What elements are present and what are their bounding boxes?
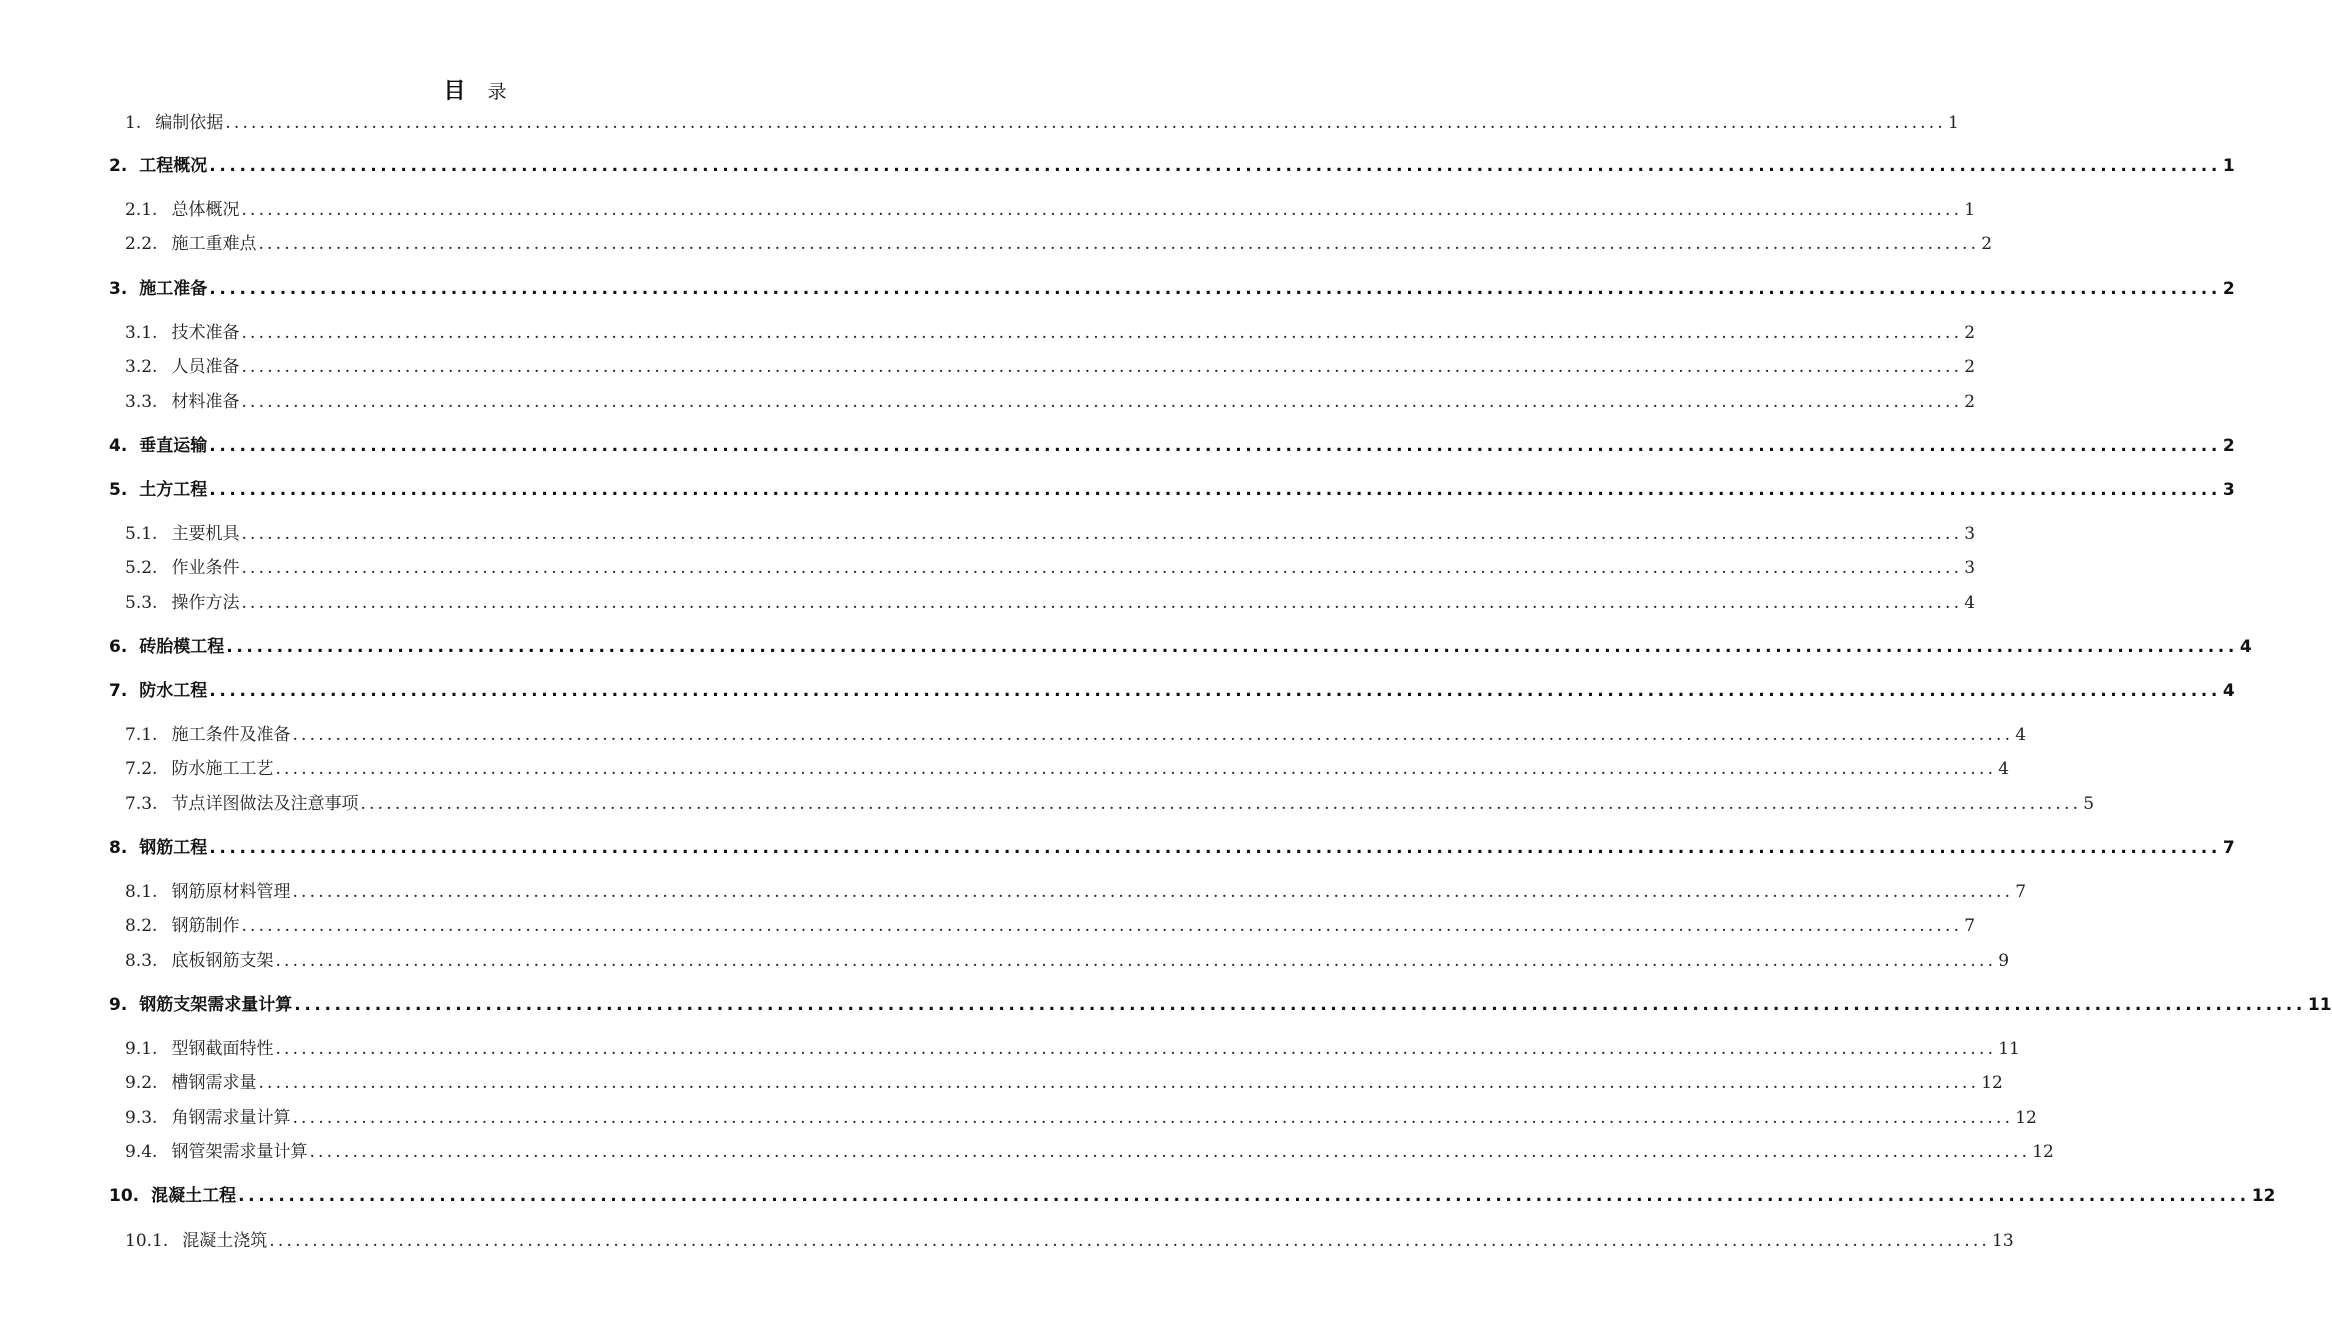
toc-entry[interactable] — [109, 679, 2235, 703]
toc-leader-dots: ........................................................................................................................................................................................................ — [226, 637, 2238, 657]
toc-entry[interactable] — [109, 836, 2235, 860]
toc-leader-dots: ........................................................................................................................................................................................................ — [209, 436, 2221, 456]
toc-entry[interactable] — [125, 723, 2027, 747]
toc-entry-title: 作业条件 — [171, 558, 240, 578]
toc-entry-page: 4 — [2222, 681, 2235, 701]
toc-entry-number: 8. — [109, 838, 128, 858]
toc-entry-title: 型钢截面特性 — [171, 1039, 274, 1059]
toc-entry[interactable] — [125, 522, 1976, 546]
toc-entry-page: 2 — [2222, 436, 2235, 456]
toc-entry-page: 7 — [1964, 916, 1976, 936]
toc-entry-page: 1 — [1964, 200, 1976, 220]
toc-leader-dots: ........................................................................................................................................................................................................ — [241, 323, 1963, 343]
toc-entry[interactable] — [109, 993, 2332, 1017]
toc-entry-page: 13 — [1992, 1231, 2014, 1251]
toc-entry-number: 8.1. — [125, 882, 158, 902]
toc-entry-page: 1 — [1948, 113, 1959, 133]
toc-entry[interactable] — [125, 355, 1976, 379]
toc-entry-page: 4 — [2239, 637, 2252, 657]
toc-entry[interactable] — [125, 1140, 2054, 1164]
toc-leader-dots: ........................................................................................................................................................................................................ — [275, 759, 1997, 779]
toc-entry-page: 11 — [1998, 1039, 2020, 1059]
toc-entry[interactable] — [125, 390, 1976, 414]
toc-title — [0, 74, 950, 105]
toc-entry-page: 12 — [2015, 1108, 2037, 1128]
toc-entry-page: 2 — [1964, 357, 1976, 377]
toc-entry[interactable] — [125, 757, 2010, 781]
toc-title-part1: 目 — [443, 78, 466, 104]
toc-entry-title: 钢筋工程 — [139, 838, 208, 858]
toc-entry-number: 9.4. — [125, 1142, 158, 1162]
toc-entry[interactable] — [109, 1184, 2276, 1208]
toc-entry[interactable] — [125, 1106, 2037, 1130]
toc-entry-number: 5.2. — [125, 558, 158, 578]
toc-entry[interactable] — [125, 949, 2010, 973]
toc-leader-dots: ........................................................................................................................................................................................................ — [225, 113, 1946, 133]
toc-entry-number: 3.3. — [125, 392, 158, 412]
toc-entry-number: 3.1. — [125, 323, 158, 343]
toc-entry-number: 5. — [109, 480, 128, 500]
toc-entry-number: 2. — [109, 156, 128, 176]
toc-entry-page: 2 — [1981, 234, 1993, 254]
toc-entry-page: 3 — [2222, 480, 2235, 500]
toc-entry-number: 7. — [109, 681, 128, 701]
toc-entry-page: 5 — [2083, 794, 2095, 814]
toc-entry-number: 9.2. — [125, 1073, 158, 1093]
toc-entry-title: 钢管架需求量计算 — [171, 1142, 308, 1162]
toc-entry-title: 主要机具 — [171, 524, 240, 544]
toc-entry-title: 混凝土工程 — [151, 1186, 237, 1206]
toc-entry-page: 11 — [2307, 995, 2332, 1015]
toc-entry-number: 9.1. — [125, 1039, 158, 1059]
toc-leader-dots: ........................................................................................................................................................................................................ — [209, 156, 2221, 176]
toc-entry[interactable] — [125, 880, 2027, 904]
toc-leader-dots: ........................................................................................................................................................................................................ — [275, 951, 1997, 971]
toc-entry-page: 7 — [2222, 838, 2235, 858]
toc-entry-title: 钢筋原材料管理 — [171, 882, 291, 902]
toc-entry-title: 操作方法 — [171, 593, 240, 613]
toc-leader-dots: ........................................................................................................................................................................................................ — [275, 1039, 1997, 1059]
toc-entry-number: 7.1. — [125, 725, 158, 745]
toc-entry-page: 2 — [1964, 323, 1976, 343]
toc-entry-page: 1 — [2222, 156, 2235, 176]
toc-leader-dots: ........................................................................................................................................................................................................ — [209, 681, 2221, 701]
toc-entry-title: 施工重难点 — [171, 234, 257, 254]
toc-entry-number: 6. — [109, 637, 128, 657]
toc-leader-dots: ........................................................................................................................................................................................................ — [238, 1186, 2250, 1206]
toc-entry-number: 2.2. — [125, 234, 158, 254]
toc-entry-number: 9. — [109, 995, 128, 1015]
toc-entry-title: 材料准备 — [171, 392, 240, 412]
toc-leader-dots: ........................................................................................................................................................................................................ — [294, 995, 2306, 1015]
toc-entry-title: 节点详图做法及注意事项 — [171, 794, 359, 814]
toc-entry-title: 防水施工工艺 — [171, 759, 274, 779]
toc-leader-dots: ........................................................................................................................................................................................................ — [360, 794, 2082, 814]
toc-entry-title: 施工条件及准备 — [171, 725, 291, 745]
toc-entry-title: 底板钢筋支架 — [171, 951, 274, 971]
toc-entry-title: 技术准备 — [171, 323, 240, 343]
toc-entry-number: 9.3. — [125, 1108, 158, 1128]
toc-entry-title: 混凝土浇筑 — [182, 1231, 268, 1251]
toc-leader-dots: ........................................................................................................................................................................................................ — [292, 725, 2014, 745]
toc-entry-title: 土方工程 — [139, 480, 208, 500]
toc-leader-dots: ........................................................................................................................................................................................................ — [309, 1142, 2031, 1162]
toc-entry[interactable] — [125, 1037, 2020, 1061]
toc-entry[interactable] — [125, 1229, 2014, 1253]
toc-leader-dots: ........................................................................................................................................................................................................ — [241, 200, 1963, 220]
toc-entry-title: 施工准备 — [139, 279, 208, 299]
toc-entry-number: 2.1. — [125, 200, 158, 220]
toc-leader-dots: ........................................................................................................................................................................................................ — [292, 1108, 2014, 1128]
toc-entry-title: 总体概况 — [171, 200, 240, 220]
toc-entry[interactable] — [125, 556, 1976, 580]
toc-entry-title: 垂直运输 — [139, 436, 208, 456]
toc-entry[interactable] — [125, 591, 1976, 615]
toc-entry-title: 角钢需求量计算 — [171, 1108, 291, 1128]
toc-entry-number: 3. — [109, 279, 128, 299]
toc-entry-title: 防水工程 — [139, 681, 208, 701]
toc-entry-page: 9 — [1998, 951, 2010, 971]
toc-entry-number: 8.2. — [125, 916, 158, 936]
toc-leader-dots: ........................................................................................................................................................................................................ — [209, 480, 2221, 500]
toc-leader-dots: ........................................................................................................................................................................................................ — [209, 279, 2221, 299]
toc-leader-dots: ........................................................................................................................................................................................................ — [209, 838, 2221, 858]
toc-entry[interactable] — [125, 914, 1976, 938]
toc-entry[interactable] — [125, 792, 2095, 816]
toc-title-part2: 录 — [487, 81, 507, 103]
toc-entry-page: 4 — [2015, 725, 2027, 745]
toc-entry-title: 钢筋制作 — [171, 916, 240, 936]
toc-entry[interactable] — [125, 198, 1976, 222]
toc-entry[interactable] — [109, 434, 2235, 458]
toc-leader-dots: ........................................................................................................................................................................................................ — [269, 1231, 1991, 1251]
toc-leader-dots: ........................................................................................................................................................................................................ — [241, 392, 1963, 412]
toc-entry-number: 10. — [109, 1186, 140, 1206]
toc-entry[interactable] — [109, 277, 2235, 301]
toc-entry[interactable] — [125, 1071, 2003, 1095]
toc-entry-title: 人员准备 — [171, 357, 240, 377]
toc-entry-page: 2 — [2222, 279, 2235, 299]
toc-leader-dots: ........................................................................................................................................................................................................ — [258, 234, 1980, 254]
toc-entry-title: 工程概况 — [139, 156, 208, 176]
toc-entry-title: 编制依据 — [155, 113, 224, 133]
toc-entry[interactable] — [125, 111, 1959, 135]
toc-entry-number: 5.3. — [125, 593, 158, 613]
toc-entry[interactable] — [125, 321, 1976, 345]
toc-entry-title: 槽钢需求量 — [171, 1073, 257, 1093]
toc-entry-number: 7.2. — [125, 759, 158, 779]
toc-entry-number: 7.3. — [125, 794, 158, 814]
toc-entry[interactable] — [109, 635, 2252, 659]
toc-leader-dots: ........................................................................................................................................................................................................ — [241, 916, 1963, 936]
toc-entry-page: 3 — [1964, 524, 1976, 544]
toc-entry-page: 12 — [1981, 1073, 2003, 1093]
toc-entry-page: 4 — [1964, 593, 1976, 613]
toc-leader-dots: ........................................................................................................................................................................................................ — [292, 882, 2014, 902]
toc-leader-dots: ........................................................................................................................................................................................................ — [241, 593, 1963, 613]
toc-entry[interactable] — [109, 154, 2235, 178]
toc-leader-dots: ........................................................................................................................................................................................................ — [241, 524, 1963, 544]
toc-entry-page: 7 — [2015, 882, 2027, 902]
toc-entry-number: 1. — [125, 113, 142, 133]
toc-leader-dots: ........................................................................................................................................................................................................ — [241, 558, 1963, 578]
toc-entry-number: 5.1. — [125, 524, 158, 544]
toc-entry-page: 12 — [2032, 1142, 2054, 1162]
toc-entry-page: 12 — [2251, 1186, 2276, 1206]
toc-leader-dots: ........................................................................................................................................................................................................ — [258, 1073, 1980, 1093]
toc-entry-title: 砖胎模工程 — [139, 637, 225, 657]
toc-entry-number: 3.2. — [125, 357, 158, 377]
toc-entry-number: 4. — [109, 436, 128, 456]
toc-entry-number: 10.1. — [125, 1231, 169, 1251]
toc-entry-page: 3 — [1964, 558, 1976, 578]
toc-entry[interactable] — [125, 232, 1993, 256]
toc-entry-page: 2 — [1964, 392, 1976, 412]
toc-entry-number: 8.3. — [125, 951, 158, 971]
toc-entry-page: 4 — [1998, 759, 2010, 779]
toc-leader-dots: ........................................................................................................................................................................................................ — [241, 357, 1963, 377]
toc-entry-title: 钢筋支架需求量计算 — [139, 995, 293, 1015]
toc-entry[interactable] — [109, 478, 2235, 502]
